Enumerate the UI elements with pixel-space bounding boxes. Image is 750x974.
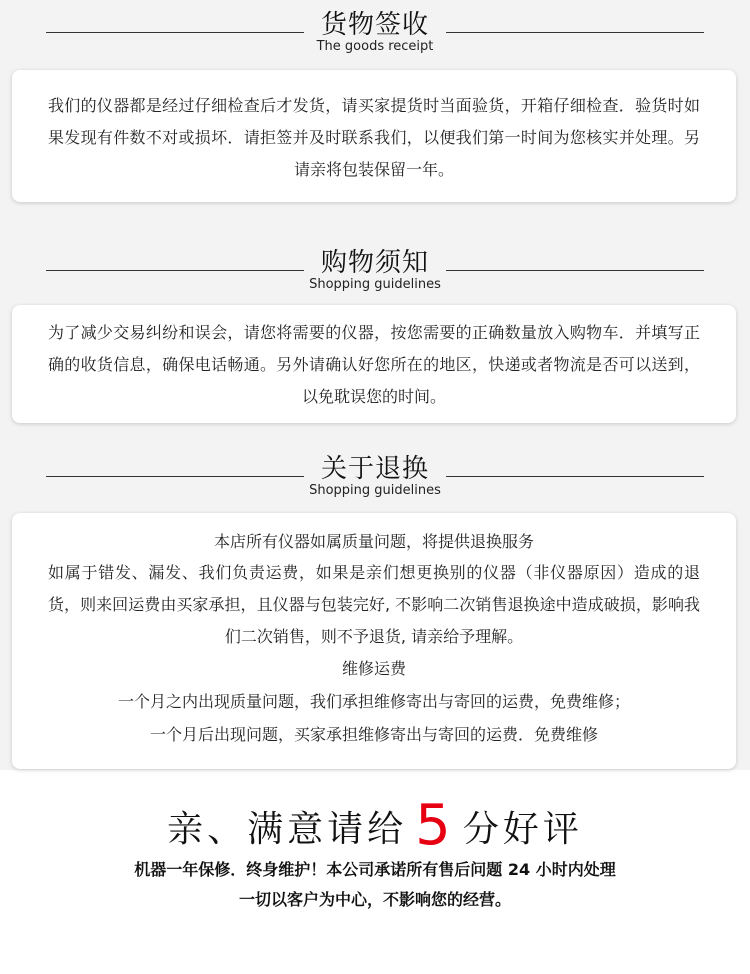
- rating-suffix: 分好评: [462, 809, 583, 850]
- goods-receipt-text: 我们的仪器都是经过仔细检查后才发货，请买家提货时当面验货，开箱仔细检查．验货时如果发现有件数不对或损坏．请拒签并及时联系我们，以便我们第一时间为您核实并处理。另请亲将包装保留一年。: [48, 96, 700, 179]
- repair-line-within-month: 一个月之内出现质量问题，我们承担维修寄出与寄回的运费，免费维修；: [117, 692, 630, 711]
- section-title: 货物签收: [320, 10, 429, 40]
- section-subtitle: Shopping guidelines: [309, 483, 441, 498]
- customer-line: 一切以客户为中心，不影响您的经营。: [238, 890, 511, 909]
- section-title: 关于退换: [320, 454, 429, 484]
- section-header-shopping-guidelines: [0, 248, 750, 298]
- section-subtitle: Shopping guidelines: [309, 277, 441, 292]
- returns-card: [12, 513, 736, 769]
- repair-shipping-heading: 维修运费: [341, 659, 406, 678]
- rating-request: [0, 793, 750, 860]
- returns-text: 如属于错发、漏发、我们负责运费，如果是亲们想更换别的仪器（非仪器原因）造成的退货，则来回运费由买家承担，且仪器与包装完好, 不影响二次销售退换途中造成破损，影响我们二次销售，则不予退货, 请亲给予理解。: [48, 563, 700, 646]
- goods-receipt-card: [12, 70, 736, 202]
- repair-line-after-month: 一个月后出现问题，买家承担维修寄出与寄回的运费．免费维修: [149, 725, 598, 744]
- rating-number: 5: [415, 793, 455, 858]
- returns-heading: 本店所有仪器如属质量问题，将提供退换服务: [213, 532, 534, 551]
- shopping-guidelines-text: 为了减少交易纠纷和误会，请您将需要的仪器，按您需要的正确数量放入购物车．并填写正确的收货信息，确保电话畅通。另外请确认好您所在的地区，快递或者物流是否可以送到，以免耽误您的时间。: [48, 323, 700, 406]
- warranty-line: 机器一年保修．终身维护！本公司承诺所有售后问题 24 小时内处理: [134, 860, 616, 879]
- section-header-returns: [0, 452, 750, 502]
- rating-prefix: 亲、满意请给: [167, 809, 408, 850]
- shopping-guidelines-card: [12, 305, 736, 423]
- section-subtitle: The goods receipt: [316, 39, 434, 54]
- section-title: 购物须知: [320, 248, 429, 278]
- section-header-goods-receipt: [0, 8, 750, 58]
